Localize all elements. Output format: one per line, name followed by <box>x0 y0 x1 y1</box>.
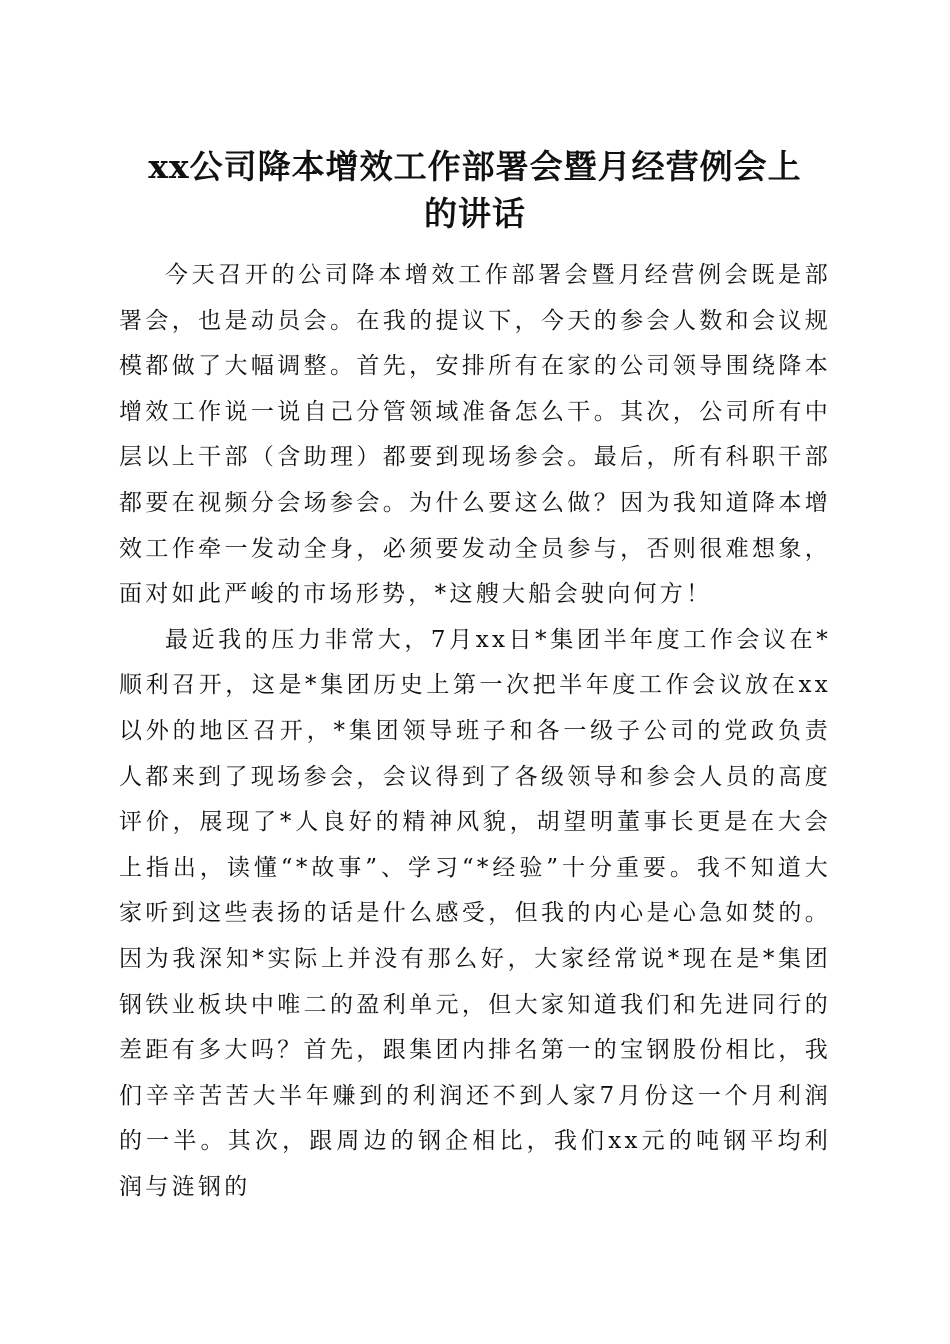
paragraph-1: 今天召开的公司降本增效工作部署会暨月经营例会既是部署会，也是动员会。在我的提议下，今天的参会人数和会议规模都做了大幅调整。首先，安排所有在家的公司领导围绕降本增效工作说一说自己分管领域准备怎么干。其次，公司所有中层以上干部（含助理）都要到现场参会。最后，所有科职干部都要在视频分会场参会。为什么要这么做？因为我知道降本增效工作牵一发动全身，必须要发动全员参与，否则很难想象，面对如此严峻的市场形势，*这艘大船会驶向何方！ <box>119 262 831 608</box>
title-line-1: xx公司降本增效工作部署会暨月经营例会上 <box>148 147 802 186</box>
document-title <box>110 143 840 237</box>
title-line-2: 的讲话 <box>424 194 526 233</box>
paragraph-2: 最近我的压力非常大，7月xx日*集团半年度工作会议在*顺利召开，这是*集团历史上第一次把半年度工作会议放在xx以外的地区召开，*集团领导班子和各一级子公司的党政负责人都来到了现场参会，会议得到了各级领导和参会人员的高度评价，展现了*人良好的精神风貌，胡望明董事长更是在大会上指出，读懂“*故事”、学习“*经验”十分重要。我不知道大家听到这些表扬的话是什么感受，但我的内心是心急如焚的。因为我深知*实际上并没有那么好，大家经常说*现在是*集团钢铁业板块中唯二的盈利单元，但大家知道我们和先进同行的差距有多大吗？首先，跟集团内排名第一的宝钢股份相比，我们辛辛苦苦大半年赚到的利润还不到人家7月份这一个月利润的一半。其次，跟周边的钢企相比，我们xx元的吨钢平均利润与涟钢的 <box>119 626 831 1200</box>
document-body <box>119 253 831 1210</box>
